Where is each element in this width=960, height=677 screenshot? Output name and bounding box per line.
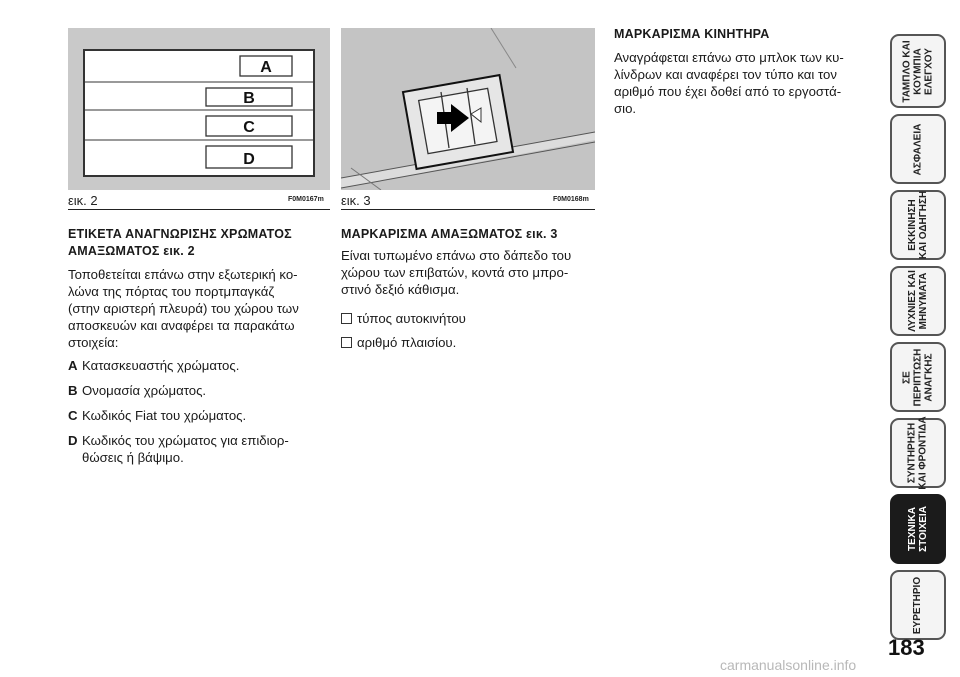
body-marking-paragraph: [341, 247, 595, 298]
page-number: 183: [888, 635, 925, 660]
figure-2-code: F0M0167m: [288, 196, 324, 203]
label-b: B: [243, 90, 255, 107]
paint-label-paragraph: [68, 266, 330, 351]
checkbox-bullet-icon: [341, 337, 352, 348]
tab-label: ΤΑΜΠΛΟ ΚΑΙ ΚΟΥΜΠΙΑ ΕΛΕΓΧΟΥ: [901, 39, 935, 103]
para-line: στοιχεία:: [68, 335, 119, 350]
figure-2-caption: εικ. 2: [68, 193, 98, 208]
figure-2-image: [68, 28, 330, 190]
item-key: A: [68, 358, 78, 373]
paint-label-heading-line2: ΑΜΑΞΩΜΑΤΟΣ εικ. 2: [68, 244, 195, 258]
figure-3-caption: εικ. 3: [341, 193, 371, 208]
item-key: D: [68, 433, 78, 448]
tab-index[interactable]: [890, 570, 946, 640]
tab-label: ΑΣΦΑΛΕΙΑ: [912, 123, 924, 175]
item-key: B: [68, 383, 78, 398]
floor-stamp-illustration: [341, 28, 595, 190]
tab-label: ΤΕΧΝΙΚΑ ΣΤΟΙΧΕΙΑ: [906, 506, 929, 552]
tab-safety[interactable]: [890, 114, 946, 184]
tab-label: ΕΥΡΕΤΗΡΙΟ: [912, 576, 924, 634]
list-item: [68, 357, 239, 374]
label-d: D: [243, 151, 255, 168]
list-item: [68, 432, 289, 466]
para-line: Αναγράφεται επάνω στο μπλοκ των κυ-: [614, 50, 844, 65]
tab-emergency[interactable]: [890, 342, 946, 412]
list-item: [68, 407, 246, 424]
para-line: σιο.: [614, 101, 637, 116]
para-line: αποσκευών και αναφέρει τα παρακάτω: [68, 318, 295, 333]
tab-dashboard-controls[interactable]: [890, 34, 946, 108]
bullet-text: τύπος αυτοκινήτου: [357, 311, 466, 326]
paint-label-heading-line1: ΕΤΙΚΕΤΑ ΑΝΑΓΝΩΡΙΣΗΣ ΧΡΩΜΑΤΟΣ: [68, 227, 292, 241]
tab-label: ΛΥΧΝΙΕΣ ΚΑΙ ΜΗΝΥΜΑΤΑ: [907, 270, 929, 332]
body-marking-heading: ΜΑΡΚΑΡΙΣΜΑ ΑΜΑΞΩΜΑΤΟΣ εικ. 3: [341, 227, 558, 241]
list-item: [68, 382, 206, 399]
bullet-text: αριθμό πλαισίου.: [357, 335, 457, 350]
tab-label: ΣΕ ΠΕΡΙΠΤΩΣΗ ΑΝΑΓΚΗΣ: [901, 348, 935, 406]
item-text-cont: θώσεις ή βάψιμο.: [82, 450, 184, 465]
para-line: Είναι τυπωμένο επάνω στο δάπεδο του: [341, 248, 572, 263]
tab-warning-lights[interactable]: [890, 266, 946, 336]
para-line: αριθμό που έχει δοθεί από το εργοστά-: [614, 84, 842, 99]
engine-marking-heading: ΜΑΡΚΑΡΙΣΜΑ ΚΙΝΗΤΗΡΑ: [614, 27, 770, 41]
tab-technical-data[interactable]: [890, 494, 946, 564]
figure-2-rule: [68, 209, 330, 210]
item-text: Ονομασία χρώματος.: [82, 383, 207, 398]
bullet-item: [341, 334, 456, 351]
tab-label: ΣΥΝΤΗΡΗΣΗ ΚΑΙ ΦΡΟΝΤΙΔΑ: [907, 416, 929, 490]
label-a: A: [260, 59, 272, 76]
para-line: λώνα της πόρτας του πορτμπαγκάζ: [68, 284, 275, 299]
paint-label-illustration: [68, 28, 330, 190]
figure-3-image: [341, 28, 595, 190]
figure-3-code: F0M0168m: [553, 196, 589, 203]
engine-marking-paragraph: [614, 49, 876, 117]
checkbox-bullet-icon: [341, 313, 352, 324]
bullet-item: [341, 310, 466, 327]
watermark: carmanualsonline.info: [720, 657, 857, 673]
item-text: Κατασκευαστής χρώματος.: [82, 358, 240, 373]
para-line: στινό δεξιό κάθισμα.: [341, 282, 460, 297]
tab-maintenance[interactable]: [890, 418, 946, 488]
para-line: χώρου των επιβατών, κοντά στο μπρο-: [341, 265, 569, 280]
item-text: Κωδικός του χρώματος για επιδιορ-: [82, 433, 289, 448]
para-line: λίνδρων και αναφέρει τον τύπο και τον: [614, 67, 837, 82]
para-line: (στην αριστερή πλευρά) του χώρου των: [68, 301, 299, 316]
tab-starting-driving[interactable]: [890, 190, 946, 260]
figure-3-rule: [341, 209, 595, 210]
label-c: C: [243, 119, 255, 136]
item-key: C: [68, 408, 78, 423]
item-text: Κωδικός Fiat του χρώματος.: [82, 408, 247, 423]
tab-label: ΕΚΚΙΝΗΣΗ ΚΑΙ ΟΔΗΓΗΣΗ: [907, 190, 929, 260]
para-line: Τοποθετείται επάνω στην εξωτερική κο-: [68, 267, 298, 282]
paint-label-heading: [68, 226, 292, 260]
